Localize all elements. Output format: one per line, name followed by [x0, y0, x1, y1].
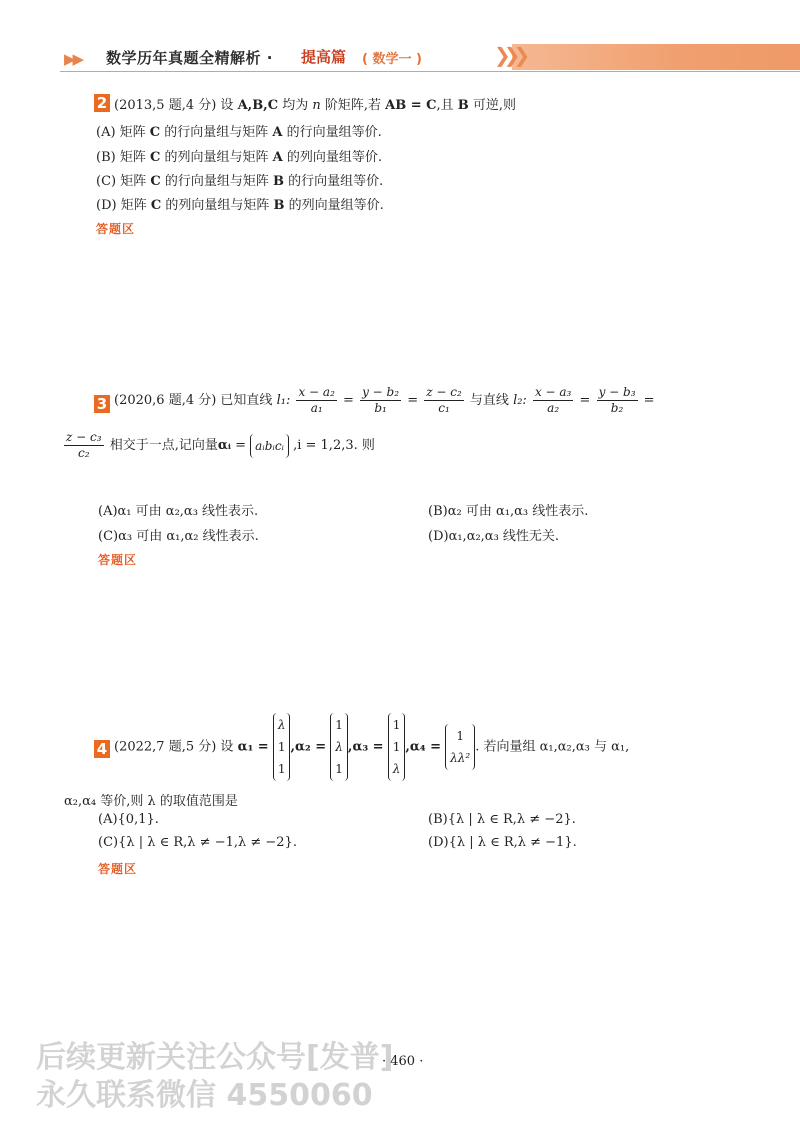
q4-option-a[interactable]: (A){0,1}.: [98, 812, 159, 827]
fraction: [360, 385, 401, 416]
fraction-denominator: b₂: [610, 401, 624, 415]
q3-option-c[interactable]: (C)α₃ 可由 α₁,α₂ 线性表示.: [98, 529, 259, 544]
page-number: · 460 ·: [382, 1054, 424, 1069]
fraction: [296, 385, 336, 416]
option-matrix: C: [150, 198, 162, 213]
fraction-denominator: c₁: [438, 401, 450, 415]
q3-stem-text: 相交于一点,记向量: [109, 438, 218, 453]
header-rule: [60, 71, 800, 72]
q4-answer-area-label: 答题区: [98, 862, 138, 876]
vector-alpha-4: ,α₄ =: [405, 739, 442, 755]
q3-stem-text: ,i = 1,2,3. 则: [293, 438, 375, 453]
option-matrix: B: [273, 198, 285, 213]
column-vector: [273, 713, 291, 781]
option-matrix: A: [272, 125, 283, 140]
fraction: [597, 385, 638, 416]
option-text: (C) 矩阵: [96, 174, 151, 189]
vector-entry: 1: [392, 718, 401, 732]
fraction-numerator: z − c₂: [426, 385, 462, 399]
fraction: [64, 430, 104, 461]
header-title: 数学历年真题全精解析 ·: [106, 49, 273, 67]
option-matrix: A: [272, 150, 283, 165]
option-matrix: C: [150, 174, 161, 189]
q3-option-b[interactable]: (B)α₂ 可由 α₁,α₃ 线性表示.: [428, 504, 589, 519]
q2-stem-text: ,且: [436, 98, 458, 113]
header-paren: ( 数学一 ): [362, 52, 422, 67]
option-matrix: C: [149, 125, 161, 140]
q3-answer-area-label: 答题区: [98, 553, 138, 567]
option-text: 的行向量组与矩阵: [160, 174, 273, 189]
vector-alpha-1: α₁ =: [237, 739, 269, 755]
option-text: 的行向量组等价.: [283, 174, 384, 189]
watermark-line-1: 后续更新关注公众号[发普]: [36, 1040, 394, 1075]
vector-alpha-2: ,α₂ =: [290, 739, 327, 755]
q2-option-b[interactable]: [96, 146, 382, 165]
equals-sign: =: [230, 438, 251, 453]
fraction-denominator: a₂: [547, 401, 560, 415]
q4-option-b[interactable]: (B){λ | λ ∈ R,λ ≠ −2}.: [428, 812, 576, 827]
vector-entry: λ: [335, 740, 343, 754]
q2-stem: [114, 94, 516, 113]
option-text: 的列向量组与矩阵: [160, 150, 273, 165]
vector-entry: 1: [335, 718, 343, 732]
fraction: [533, 385, 573, 416]
vector-entry: bᵢ: [264, 438, 275, 453]
option-text: 的行向量组等价.: [282, 125, 382, 140]
q4-option-c[interactable]: (C){λ | λ ∈ R,λ ≠ −1,λ ≠ −2}.: [98, 835, 297, 850]
vector-entry: 1: [456, 729, 464, 743]
vector-entry: cᵢ: [274, 438, 284, 453]
q3-line-l1: l₁:: [276, 393, 291, 408]
q3-stem-line2: [62, 430, 375, 461]
question-number-3: 3: [94, 395, 110, 413]
q3-option-d[interactable]: (D)α₁,α₂,α₃ 线性无关.: [428, 529, 560, 544]
option-matrix: C: [149, 150, 161, 165]
column-vector: [445, 724, 475, 770]
vector-entry: aᵢ: [255, 438, 265, 453]
q3-line-l2: l₂:: [513, 393, 527, 408]
fraction-numerator: y − b₃: [598, 385, 636, 399]
q4-stem-text: . 若向量组 α₁,α₂,α₃ 与 α₁,: [475, 739, 630, 755]
watermark-line-2: 永久联系微信 4550060: [36, 1078, 373, 1113]
question-number-4: 4: [94, 740, 110, 758]
vector-entry: 1: [335, 762, 343, 776]
q2-matrices: A,B,C: [237, 98, 279, 113]
vector-entry: λ: [392, 762, 401, 776]
equals-sign: =: [643, 393, 655, 408]
q2-stem-text: 阶矩阵,若: [320, 98, 386, 113]
fraction-numerator: z − c₃: [66, 430, 102, 444]
fraction-denominator: c₂: [78, 446, 90, 460]
q2-stem-text: 均为: [278, 98, 313, 113]
q4-stem-text: (2022,7 题,5 分) 设: [114, 739, 238, 755]
header-arrow-icon: ▶▶: [64, 50, 82, 68]
equals-sign: =: [407, 393, 419, 408]
equals-sign: =: [579, 393, 591, 408]
q3-stem: [114, 385, 655, 416]
equals-sign: =: [343, 393, 354, 408]
q3-stem-text: (2020,6 题,4 分) 已知直线: [114, 393, 277, 408]
vector-entry: 1: [392, 740, 401, 754]
fraction-denominator: a₁: [310, 401, 323, 415]
q3-option-a[interactable]: (A)α₁ 可由 α₂,α₃ 线性表示.: [98, 504, 259, 519]
fraction-numerator: x − a₂: [298, 385, 335, 399]
option-text: (A) 矩阵: [96, 125, 150, 140]
option-text: 的列向量组与矩阵: [161, 198, 274, 213]
header-subtitle: 提高篇: [301, 48, 347, 66]
vector-entry: λ: [450, 751, 458, 765]
q2-equation: AB = C: [385, 98, 437, 113]
q2-option-c[interactable]: [96, 170, 383, 189]
q2-matrix-b: B: [457, 98, 469, 113]
q2-option-a[interactable]: [96, 121, 382, 140]
option-text: (B) 矩阵: [96, 150, 150, 165]
q4-stem: [114, 713, 629, 781]
q4-option-d[interactable]: (D){λ | λ ∈ R,λ ≠ −1}.: [428, 835, 577, 850]
vector-entry: 1: [277, 740, 286, 754]
column-vector: [388, 713, 406, 781]
question-number-2: 2: [94, 94, 110, 112]
vector-alpha-i: αᵢ: [217, 438, 231, 453]
vector-entry: λ²: [457, 751, 471, 765]
q2-answer-area-label: 答题区: [96, 222, 136, 236]
q4-stem-line2: α₂,α₄ 等价,则 λ 的取值范围是: [64, 794, 238, 809]
header-band: [512, 44, 800, 70]
fraction-numerator: x − a₃: [534, 385, 572, 399]
option-text: 的列向量组等价.: [282, 150, 382, 165]
q2-order: n: [312, 98, 321, 113]
column-vector: [250, 434, 289, 458]
q3-stem-text: 与直线: [469, 393, 514, 408]
option-matrix: B: [272, 174, 284, 189]
q2-stem-text: 可逆,则: [468, 98, 517, 113]
q2-stem-text: (2013,5 题,4 分) 设: [114, 98, 238, 113]
header-chevron-icon: ❯❯❯: [494, 43, 524, 67]
fraction: [424, 385, 464, 416]
fraction-denominator: b₁: [374, 401, 387, 415]
option-text: 的列向量组等价.: [284, 198, 384, 213]
vector-alpha-3: ,α₃ =: [347, 739, 384, 755]
vector-entry: 1: [277, 762, 286, 776]
vector-entry: λ: [277, 718, 286, 732]
q2-option-d[interactable]: [96, 194, 384, 213]
fraction-numerator: y − b₂: [362, 385, 400, 399]
column-vector: [330, 713, 348, 781]
option-text: (D) 矩阵: [96, 198, 151, 213]
option-text: 的行向量组与矩阵: [160, 125, 273, 140]
